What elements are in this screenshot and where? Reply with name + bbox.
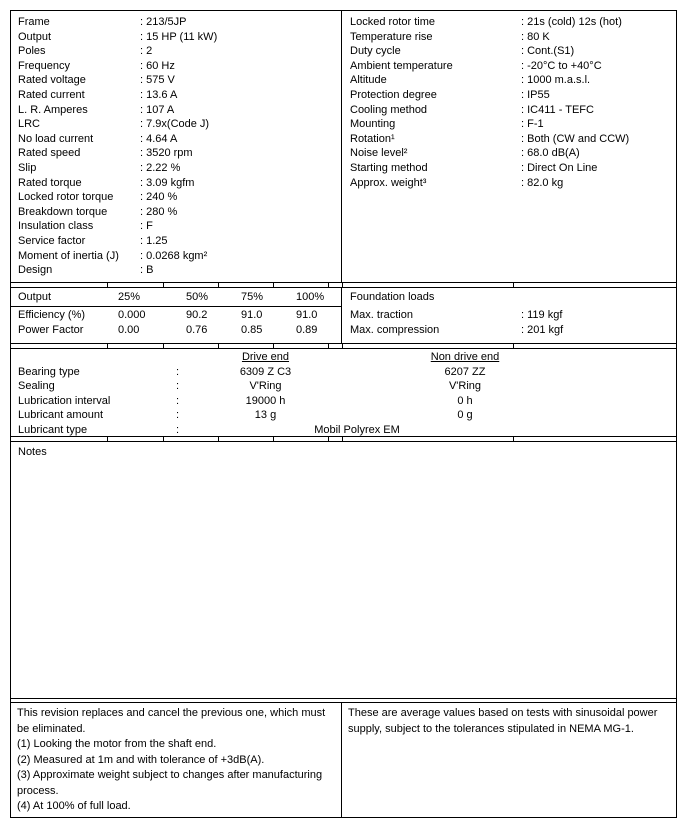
spec-row [11, 117, 341, 132]
spec-row [11, 30, 341, 45]
spec-row [342, 103, 676, 118]
spec-label: Insulation class [18, 220, 94, 233]
spec-label: Locked rotor torque [18, 191, 114, 204]
spec-value: : 213/5JP [140, 16, 187, 28]
performance-header: 25% [118, 291, 141, 303]
spec-value: : 575 V [140, 74, 175, 87]
spec-label: Approx. weight³ [350, 176, 427, 189]
spec-row [342, 44, 676, 59]
spec-row [342, 117, 676, 132]
spec-value: : 280 % [140, 205, 178, 218]
spec-label: Moment of inertia (J) [18, 249, 119, 262]
spec-row [342, 88, 676, 103]
spec-left-column [11, 11, 342, 282]
spec-value: : Both (CW and CCW) [521, 132, 630, 145]
spec-value: : 0.0268 kgm² [140, 249, 208, 262]
spec-row [11, 205, 341, 220]
spec-label: Temperature rise [350, 30, 433, 43]
spec-label: Duty cycle [350, 45, 401, 58]
spec-row [342, 73, 676, 88]
bearings-panel [10, 348, 677, 437]
spec-label: L. R. Amperes [18, 103, 88, 116]
spec-row [342, 176, 676, 191]
performance-header: 100% [296, 291, 325, 303]
spec-value: : 7.9x(Code J) [140, 118, 210, 131]
bearing-header-row [11, 350, 676, 365]
spec-label: Frequency [18, 59, 70, 72]
spec-value: : -20°C to +40°C [521, 59, 602, 72]
lubricant-type-row: Lubricant type : Mobil Polyrex EM [11, 423, 676, 438]
spec-value: : 68.0 dB(A) [521, 147, 580, 160]
spec-row [342, 132, 676, 147]
footer-text: (3) Approximate weight subject to changes after manufacturing process. [17, 769, 323, 797]
cell-value: : 119 kgf [521, 309, 563, 321]
spec-label: Breakdown torque [18, 205, 108, 218]
spec-row [11, 249, 341, 264]
footer-text: These are average values based on tests with sinusoidal power supply, subject to the tolerances stipulated in NEMA MG-1. [348, 707, 658, 735]
drive-end-value: 13 g [254, 409, 277, 421]
spec-row [342, 59, 676, 74]
footer-panel [10, 702, 677, 818]
performance-header: 50% [186, 291, 209, 303]
row-label: Power Factor [18, 323, 84, 336]
row-label: Lubricant amount [18, 409, 103, 421]
foundation-row [342, 323, 676, 338]
spec-label: Protection degree [350, 88, 437, 101]
drive-end-value: V'Ring [249, 380, 282, 392]
spec-value: : 1.25 [140, 234, 168, 247]
drive-end-value: 6309 Z C3 [239, 365, 292, 378]
spec-row [11, 219, 341, 234]
spec-value: : 15 HP (11 kW) [140, 30, 218, 43]
cell-value: 0.85 [241, 323, 263, 336]
spec-label: Rated speed [18, 147, 81, 160]
spec-row [342, 161, 676, 176]
spec-row [11, 88, 341, 103]
spec-row [11, 263, 341, 278]
spec-value: : 82.0 kg [521, 176, 564, 189]
cell-value: 0.76 [186, 323, 208, 336]
bearing-row: Bearing type : 6309 Z C3 6207 ZZ [11, 365, 676, 380]
foundation-loads [342, 288, 676, 343]
spec-row [11, 44, 341, 59]
spec-row [11, 146, 341, 161]
spec-label: Mounting [350, 118, 396, 131]
footer-left-cell [11, 703, 342, 817]
spec-value: : IP55 [521, 88, 550, 101]
spec-value: : 4.64 A [140, 132, 178, 145]
spec-label: Output [18, 30, 52, 43]
efficiency-row [11, 307, 341, 323]
cell-value: 0.00 [118, 323, 140, 336]
spec-value: : 80 K [521, 30, 550, 43]
spec-row [11, 59, 341, 74]
cell-value: : 201 kgf [521, 323, 564, 336]
row-label: Lubricant type [18, 423, 88, 436]
drive-end-value: 19000 h [245, 394, 286, 407]
spec-value: : 2.22 % [140, 161, 181, 174]
bearing-row: Sealing : V'Ring V'Ring [11, 379, 676, 394]
row-label: Sealing [18, 380, 55, 392]
spec-label: Poles [18, 45, 46, 58]
spec-value: : F [140, 220, 153, 233]
spec-value: : 107 A [140, 103, 175, 116]
spec-value: : 2 [140, 45, 153, 58]
non-drive-end-value: 0 h [457, 394, 473, 407]
spec-row [11, 132, 341, 147]
spec-panel [10, 10, 677, 283]
spec-label: Service factor [18, 234, 86, 247]
spec-value: : F-1 [521, 118, 544, 131]
spec-label: Starting method [350, 161, 428, 174]
performance-header-row [11, 288, 341, 307]
spec-value: : 21s (cold) 12s (hot) [521, 16, 622, 28]
notes-panel [10, 441, 677, 699]
spec-value: : IC411 - TEFC [521, 103, 594, 116]
notes-title: Notes [18, 446, 47, 458]
spec-label: Design [18, 264, 53, 277]
spec-value: : 1000 m.a.s.l. [521, 74, 591, 87]
spec-label: Slip [18, 161, 37, 174]
spec-value: : 240 % [140, 191, 178, 204]
footer-text: (1) Looking the motor from the shaft end. [17, 738, 217, 750]
row-label: Bearing type [18, 365, 80, 378]
cell-value: 91.0 [241, 309, 263, 321]
spec-label: LRC [18, 118, 41, 131]
row-label: Max. traction [350, 309, 413, 321]
spec-value: : 3520 rpm [140, 147, 193, 160]
spec-label: Noise level² [350, 147, 408, 160]
spec-label: No load current [18, 132, 94, 145]
spec-value: : 3.09 kgfm [140, 176, 195, 189]
non-drive-end-header: Non drive end [430, 351, 500, 363]
cell-value: 90.2 [186, 309, 208, 321]
performance-table [11, 288, 342, 343]
spec-value: : Cont.(S1) [521, 45, 575, 58]
spec-label: Rated current [18, 88, 85, 101]
drive-end-header: Drive end [241, 351, 290, 363]
spec-row [11, 190, 341, 205]
spec-row [11, 103, 341, 118]
spec-row [342, 15, 676, 30]
performance-header: Output [18, 291, 52, 303]
spec-label: Altitude [350, 74, 387, 87]
foundation-row [342, 307, 676, 323]
row-label: Efficiency (%) [18, 309, 86, 321]
cell-value: 0.89 [296, 323, 318, 336]
row-label: Lubrication interval [18, 394, 111, 407]
spec-row [342, 146, 676, 161]
cell-value: 91.0 [296, 309, 318, 321]
lubricant-type-value: Mobil Polyrex EM [314, 423, 400, 436]
footer-right-cell [342, 703, 676, 817]
footer-text: (2) Measured at 1m and with tolerance of +3dB(A). [17, 753, 265, 766]
spec-label: Rated torque [18, 176, 82, 189]
spec-label: Ambient temperature [350, 59, 453, 72]
spec-label: Cooling method [350, 103, 428, 116]
spec-value: : Direct On Line [521, 161, 598, 174]
spec-row [11, 234, 341, 249]
spec-label: Locked rotor time [350, 16, 435, 28]
spec-value: : 60 Hz [140, 59, 175, 72]
non-drive-end-value: V'Ring [448, 380, 482, 392]
bearing-row: Lubricant amount : 13 g 0 g [11, 408, 676, 423]
power-factor-row [11, 323, 341, 338]
footer-text: This revision replaces and cancel the previous one, which must be eliminated. [17, 707, 326, 735]
row-label: Max. compression [350, 323, 440, 336]
spec-row [11, 161, 341, 176]
bearing-row: Lubrication interval : 19000 h 0 h [11, 394, 676, 409]
spec-label: Rotation¹ [350, 132, 395, 145]
performance-panel [10, 287, 677, 344]
spec-row [11, 176, 341, 191]
footer-text: (4) At 100% of full load. [17, 800, 131, 812]
cell-value: 0.000 [118, 309, 146, 321]
non-drive-end-value: 0 g [457, 409, 473, 421]
spec-row [342, 30, 676, 45]
spec-label: Rated voltage [18, 74, 86, 87]
spec-value: : B [140, 264, 154, 277]
non-drive-end-value: 6207 ZZ [444, 365, 486, 378]
spec-row [11, 73, 341, 88]
spec-label: Frame [18, 16, 50, 28]
foundation-title: Foundation loads [350, 291, 435, 303]
spec-right-column [342, 11, 676, 282]
performance-header: 75% [241, 291, 264, 303]
spec-row [11, 15, 341, 30]
spec-value: : 13.6 A [140, 88, 178, 101]
